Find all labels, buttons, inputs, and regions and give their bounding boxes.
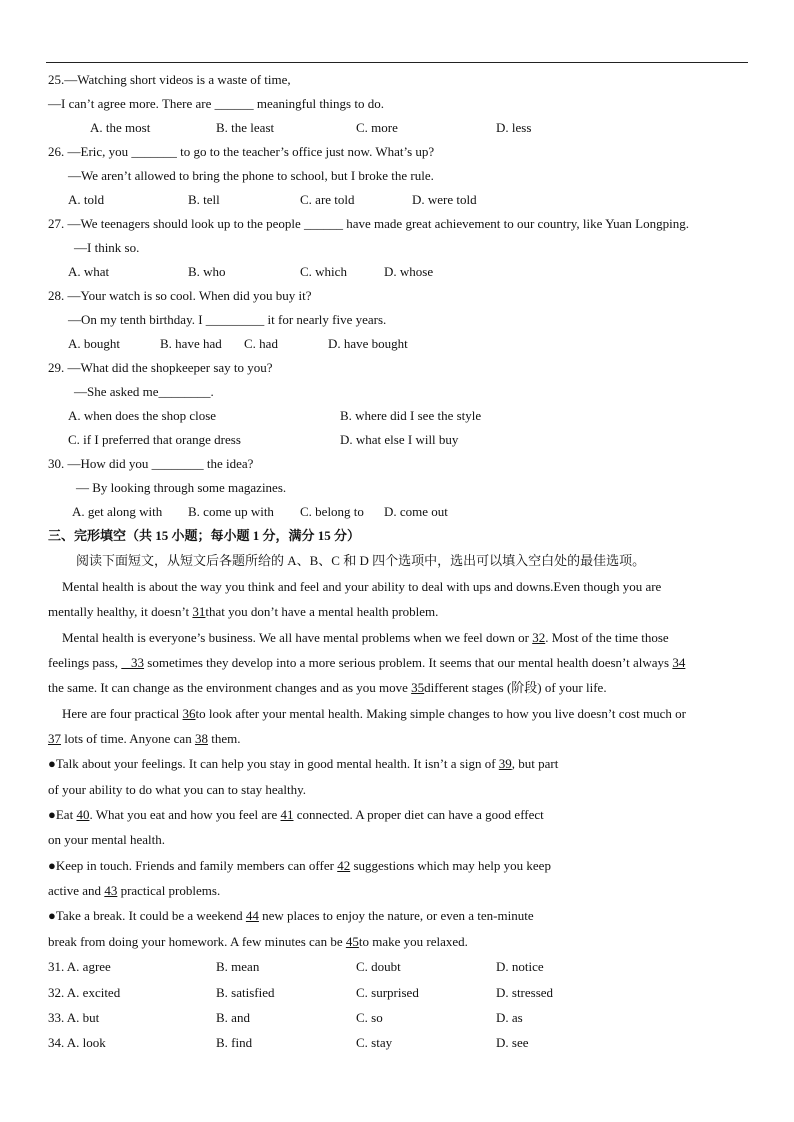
answer-34-a: 34. A. look (48, 1035, 106, 1050)
answer-33-a: 33. A. but (48, 1010, 100, 1025)
answer-32-a: 32. A. excited (48, 985, 121, 1000)
passage-line: Mental health is everyone’s business. We all have mental problems when we feel down or 32. Most of the time those (62, 630, 669, 645)
tip-line: of your ability to do what you can to stay healthy. (48, 782, 307, 797)
blank-33: 33 (121, 655, 145, 670)
blank-42: 42 (337, 858, 351, 873)
q26-option-d: D. were told (412, 192, 477, 207)
tip-line: break from doing your homework. A few minutes can be 45to make you relaxed. (48, 934, 468, 949)
q25-option-a: A. the most (90, 120, 151, 135)
q29-stem: 29. —What did the shopkeeper say to you? (48, 360, 273, 375)
blank-38: 38 (194, 731, 208, 746)
q30-stem: 30. —How did you ________ the idea? (48, 456, 254, 471)
q29-option-c: C. if I preferred that orange dress (68, 432, 241, 447)
tip-line: ●Keep in touch. Friends and family members can offer 42 suggestions which may help you keep (48, 858, 551, 873)
q29-option-b: B. where did I see the style (340, 408, 482, 423)
q27-option-a: A. what (68, 264, 110, 279)
passage-line: feelings pass, 33 sometimes they develop into a more serious problem. It seems that our mental health doesn’t always 34 (48, 655, 686, 670)
section-heading: 三、完形填空（共 15 小题；每小题 1 分，满分 15 分） (48, 528, 361, 543)
passage-line: mentally healthy, it doesn’t 31that you don’t have a mental health problem. (48, 604, 439, 619)
answer-31-d: D. notice (496, 959, 544, 974)
answer-31-a: 31. A. agree (48, 959, 111, 974)
q26-option-b: B. tell (188, 192, 220, 207)
answer-32-d: D. stressed (496, 985, 554, 1000)
answer-31-b: B. mean (216, 959, 260, 974)
q25-option-d: D. less (496, 120, 532, 135)
blank-37: 37 (48, 731, 61, 746)
blank-41: 41 (280, 807, 294, 822)
q25-stem: 25.—Watching short videos is a waste of time, (48, 72, 291, 87)
answer-32-b: B. satisfied (216, 985, 275, 1000)
q30-option-c: C. belong to (300, 504, 364, 519)
blank-40: 40 (76, 807, 90, 822)
blank-31: 31 (192, 604, 206, 619)
blank-32: 32 (532, 630, 546, 645)
q26-option-c: C. are told (300, 192, 355, 207)
q28-stem: 28. —Your watch is so cool. When did you buy it? (48, 288, 312, 303)
q29-option-a: A. when does the shop close (68, 408, 217, 423)
q30-option-a: A. get along with (72, 504, 163, 519)
q30-option-b: B. come up with (188, 504, 274, 519)
passage-line: Mental health is about the way you think and feel and your ability to deal with ups and downs.Even though you are (62, 579, 662, 594)
answer-34-c: C. stay (356, 1035, 393, 1050)
q26-option-a: A. told (68, 192, 105, 207)
answer-33-d: D. as (496, 1010, 523, 1025)
q27-reply: —I think so. (74, 240, 140, 255)
blank-43: 43 (104, 883, 118, 898)
q27-option-b: B. who (188, 264, 226, 279)
passage-line: 37 lots of time. Anyone can 38 them. (48, 731, 241, 746)
q28-option-c: C. had (244, 336, 278, 351)
q29-reply: —She asked me________. (74, 384, 214, 399)
tip-line: ●Take a break. It could be a weekend 44 new places to enjoy the nature, or even a ten-minute (48, 908, 534, 923)
q26-stem: 26. —Eric, you _______ to go to the teacher’s office just now. What’s up? (48, 144, 435, 159)
q27-option-c: C. which (300, 264, 347, 279)
q26-reply: —We aren’t allowed to bring the phone to school, but I broke the rule. (68, 168, 434, 183)
q30-reply: — By looking through some magazines. (76, 480, 287, 495)
tip-line: on your mental health. (48, 832, 165, 847)
answer-34-d: D. see (496, 1035, 529, 1050)
q25-reply: —I can’t agree more. There are ______ meaningful things to do. (48, 96, 384, 111)
q27-stem: 27. —We teenagers should look up to the people ______ have made great achievement to our country, like Yuan Longping. (48, 216, 689, 231)
q27-option-d: D. whose (384, 264, 434, 279)
tip-line: ●Eat 40. What you eat and how you feel are 41 connected. A proper diet can have a good effect (48, 807, 544, 822)
blank-35: 35 (411, 680, 425, 695)
passage-line: the same. It can change as the environment changes and as you move 35different stages (阶段) of your life. (48, 680, 607, 695)
blank-44: 44 (245, 908, 259, 923)
q25-option-b: B. the least (216, 120, 275, 135)
answer-33-b: B. and (216, 1010, 250, 1025)
blank-45: 45 (345, 934, 359, 949)
q29-option-d: D. what else I will buy (340, 432, 459, 447)
blank-36: 36 (182, 706, 196, 721)
blank-39: 39 (498, 756, 512, 771)
answer-31-c: C. doubt (356, 959, 401, 974)
q25-option-c: C. more (356, 120, 398, 135)
q28-option-b: B. have had (160, 336, 222, 351)
tip-line: active and 43 practical problems. (48, 883, 221, 898)
passage-line: Here are four practical 36to look after your mental health. Making simple changes to how you live doesn’t cost much or (62, 706, 686, 721)
top-rule (46, 62, 748, 63)
q28-option-a: A. bought (68, 336, 120, 351)
q28-reply: —On my tenth birthday. I _________ it for nearly five years. (68, 312, 387, 327)
section-instruction: 阅读下面短文，从短文后各题所给的 A、B、C 和 D 四个选项中，选出可以填入空白处的最佳选项。 (76, 553, 646, 568)
q30-option-d: D. come out (384, 504, 448, 519)
q28-option-d: D. have bought (328, 336, 408, 351)
tip-line: ●Talk about your feelings. It can help you stay in good mental health. It isn’t a sign of 39, but part (48, 756, 559, 771)
answer-34-b: B. find (216, 1035, 253, 1050)
answer-33-c: C. so (356, 1010, 383, 1025)
answer-32-c: C. surprised (356, 985, 419, 1000)
blank-34: 34 (672, 655, 686, 670)
